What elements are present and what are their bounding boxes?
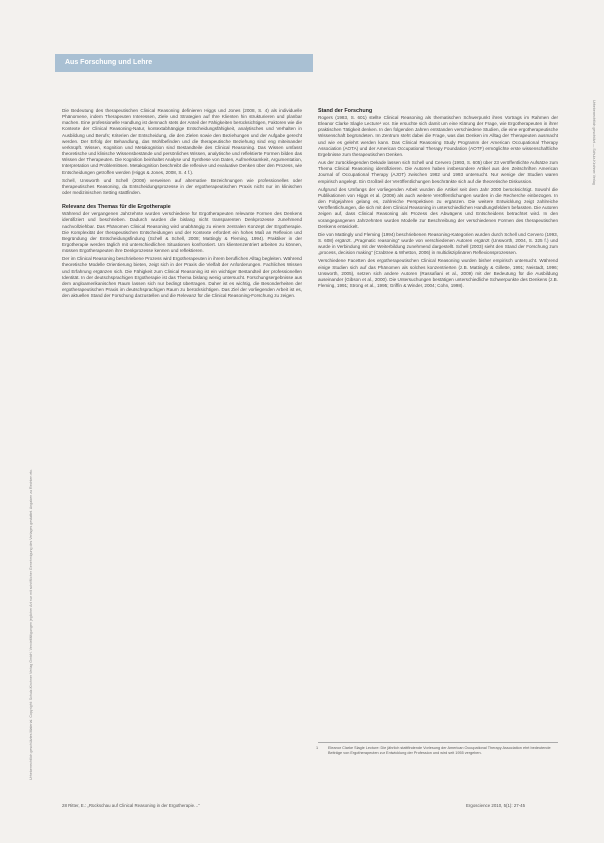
research-paragraph-4: Die von Mattingly und Fleming (1994) beschriebenen Reasoning-Kategorien wurden durch Schell und Cervero (1993, S. 608) ergänzt. „Pragmatic reasoning“ wurde von verschiedenen Autoren ergänzt (Unsworth, 2004, S. 325 f.) und wurde in Verbindung mit der Weiterbildung zunehmend dargestellt. Schell (2003) sieht den Stand der Forschung zum „process, decision making“ (Crabtree & Whetton, 2006) in multidisziplinären Reflexionsprozessen. bbox=[318, 231, 558, 256]
research-heading: Stand der Forschung bbox=[318, 108, 373, 114]
relevance-heading: Relevanz des Themas für die Ergotherapie bbox=[62, 204, 171, 211]
section-header: Aus Forschung und Lehre bbox=[55, 54, 313, 72]
research-paragraph-1: Rogers (1983, S. 601) stellte Clinical Reasoning als thematischen Schwerpunkt ihres Vortrags im Rahmen der Eleanor Clarke Slagle Lecture¹ vor. Sie ersuchte sich damit um eine Klärung der Frage, wie Ergotherapeuten in ihrer praktischen Tätigkeit denken. In den folgenden Jahren entstanden verschiedene Studien, die eine ergotherapeutische Wissenschaft begründeten. Im Zentrum steht dabei die Frage, was das Denken im Alltag der Therapeuten ausmacht und wie es gelehrt werden kann. Das Clinical Reasoning Study Programm der American Occupational Therapy Association (AOTA) und der American Occupational Therapy Foundation (AOTF) ermöglichte erste wissenschaftliche Ergebnisse zum therapeutischen Denken. bbox=[318, 115, 558, 157]
right-column bbox=[318, 108, 558, 291]
relevance-paragraph: Während der vergangenen Jahrzehnte wurden verschiedene für Ergotherapeuten relevante Formen des Denkens identifiziert und beschrieben. Dadurch wurden die bislang nicht transparenten Denkprozesse zunehmend nachvollziehbar. Das Phänomen Clinical Reasoning wird unabhängig zu einem zentralen Konzept der Ergotherapie. Die Komplexität der therapeutischen Entscheidungen und der Kontexte erfordert ein hohes Maß an Reflexion und Begründung der Entscheidungsfindung (Schell & Schell, 2008; Mattingly & Fleming, 1994). Praktiker in der Ergotherapie werden täglich mit unterschiedlichen Situationen konfrontiert. Um klientenzentriert arbeiten zu können, müssen Ergotherapeuten ihre Denkprozesse kennen und reflektieren. bbox=[62, 211, 302, 254]
margin-copyright-note: Urheberrechtlich geschütztes Material. Copyright: Schulz-Kirchner Verlag GmbH. Vervielfältigungen jeglicher Art nur mit schriftlicher Genehmigung des Verlages gestattet. Angaben zu Rechten etc. bbox=[29, 468, 33, 780]
research-paragraph-5: Verschiedene Facetten des ergotherapeutischen Clinical Reasoning wurden bisher empirisch untersucht. Während einige Studien sich auf das Phänomen als solches konzentrierten (z.B. Mattingly & Gillette, 1991; Neistadt, 1996; Unsworth, 2005), setzen sich andere Autoren (Rassafiani et al., 2009) mit der Bedeutung für die Ausbildung auseinander (Gibson et al., 2000). Die Untersuchungen bestätigen unterschiedliche Schwerpunkte des Denkens (z.B. Fleming, 1991; Strong et al., 1995; Griffin & Winder, 2004; Cohn, 1998). bbox=[318, 258, 558, 289]
research-paragraph-3: Aufgrund des Umfangs der vorliegenden Arbeit wurden die Artikel seit dem Jahr 2000 berücksichtigt. Sowohl die Publikationen von Higgs et al. (2008) als auch weitere Veröffentlichungen wurden in die Recherche einbezogen. In den Folgejahren gelang es, zahlreiche Perspektiven zu ergänzen. Die weitere Entwicklung zeigt zahlreiche Veröffentlichungen, die sich mit dem Clinical Reasoning in unterschiedlichen Handlungsfeldern befassten. Die Autoren zeigen auf, dass Clinical Reasoning als Prozess des Abwägens und Entscheidens betrachtet wird. In den vorangegangenen Jahrzehnten wurden Modelle zur Beschreibung der verschiedenen Formen des therapeutischen Denkens entwickelt. bbox=[318, 186, 558, 229]
footnote bbox=[318, 742, 558, 756]
footnote-text: Eleanor Clarke Slagle Lecture: Die jährlich stattfindende Vorlesung der American Occupational Therapy Association ehrt bedeutende Beiträge von Ergotherapeuten zur Entwicklung der Profession und wird seit 1955 vergeben. bbox=[328, 746, 551, 756]
relevance-paragraph-2: Der im Clinical Reasoning beschriebene Prozess wird Ergotherapeuten in ihrem beruflichen Alltag begleiten. Während theoretische Modelle Orientierung bieten, zeigt sich in der Praxis die Vielfalt der Anforderungen. Fachliches Wissen und Erfahrung ergänzen sich. Die Fähigkeit zum Clinical Reasoning ist ein wichtiger Bestandteil der professionellen Identität. In der deutschsprachigen Ergotherapie ist das Thema bislang wenig untersucht. Forschungsergebnisse aus dem angloamerikanischen Raum lassen sich nur bedingt übertragen. Daher ist es wichtig, die Besonderheiten der ergotherapeutischen Praxis im deutschsprachigen Raum zu berücksichtigen. Das Ziel der vorliegenden Arbeit ist es, den aktuellen Stand der Forschung darzustellen und die Relevanz für die Clinical Reasoning-Forschung zu zeigen. bbox=[62, 256, 302, 299]
research-paragraph-2: Aus der zurückliegenden Dekade lassen sich Schell und Cervero (1993, S. 605) über 23 veröffentlichte Aufsätze zum Thema Clinical Reasoning identifizieren. Die Autoren haben insbesondere Artikel aus den Zeitschriften American Journal of Occupational Therapy (AJOT) zwischen 1982 und 1993 untersucht. Nur wenige der Studien waren empirisch angelegt. Ein Großteil der Veröffentlichungen beschränkte sich auf die theoretische Diskussion. bbox=[318, 160, 558, 184]
intro-paragraph-2: Schell, Unsworth und Schell (2008) verweisen auf alternative Bezeichnungen wie professionelles oder therapeutisches Reasoning, da Entscheidungsprozesse in der ergotherapeutischen Praxis nicht nur im klinischen oder medizinischen Setting stattfinden. bbox=[62, 177, 302, 196]
footnote-number: 1 bbox=[316, 746, 319, 750]
margin-right-note: Urheberrechtlich geschützt — Schulz-Kirchner Verlag bbox=[592, 100, 596, 185]
page-footer-right: Ergoscience 2010, 5(1): 27-45 bbox=[466, 803, 526, 808]
intro-paragraph: Die Bedeutung des therapeutischen Clinical Reasoning definieren Higgs und Jones (2008, S. 4) als individuelle Phänomene, indem Therapeuten Interessen, Ziele und Strategien auf Ihre Klienten hin strukturieren und planbar machen. Eine professionelle Handlung ist demnach stets der Anteil der Fähigkeiten berücksichtigen, Faktoren wie die Kontexte der Clinical Reasoning-Natur, kontextabhängige Entscheidungsfähigkeit, analytisches und Verhalten in Ausbildung und Berufs; Kriterien der Entscheidung, die den Zielen sowie den Beziehungen und der Aufgabe gerecht werden. Der Erfolg der Behandlung, das Wohlbefinden und die therapeutische Beziehung sind eng miteinander verknüpft. Wissen, Kognition und Metakognition sind Bestandteile des Clinical Reasoning. Das Wissen umfasst theoretische und klinische Wissensbestände und persönliches Wissen, analytische und reflektierte Formen bilden das Wissen der Therapeuten. Die Kognition beinhaltet Analyse und Synthese von Daten, Aufmerksamkeit, Argumentation, Interpretation und Problemlösen. Metakognition beschreibt die reflexive und evaluative Denken über den Prozess, wie Entscheidungen getroffen werden (Higgs & Jones, 2008, S. 4 f.). bbox=[62, 108, 302, 175]
left-column bbox=[62, 108, 302, 301]
page-footer-left: 28 Ritter, E.: „Rückschau auf Clinical Reasoning in der Ergotherapie…“ bbox=[62, 803, 200, 808]
